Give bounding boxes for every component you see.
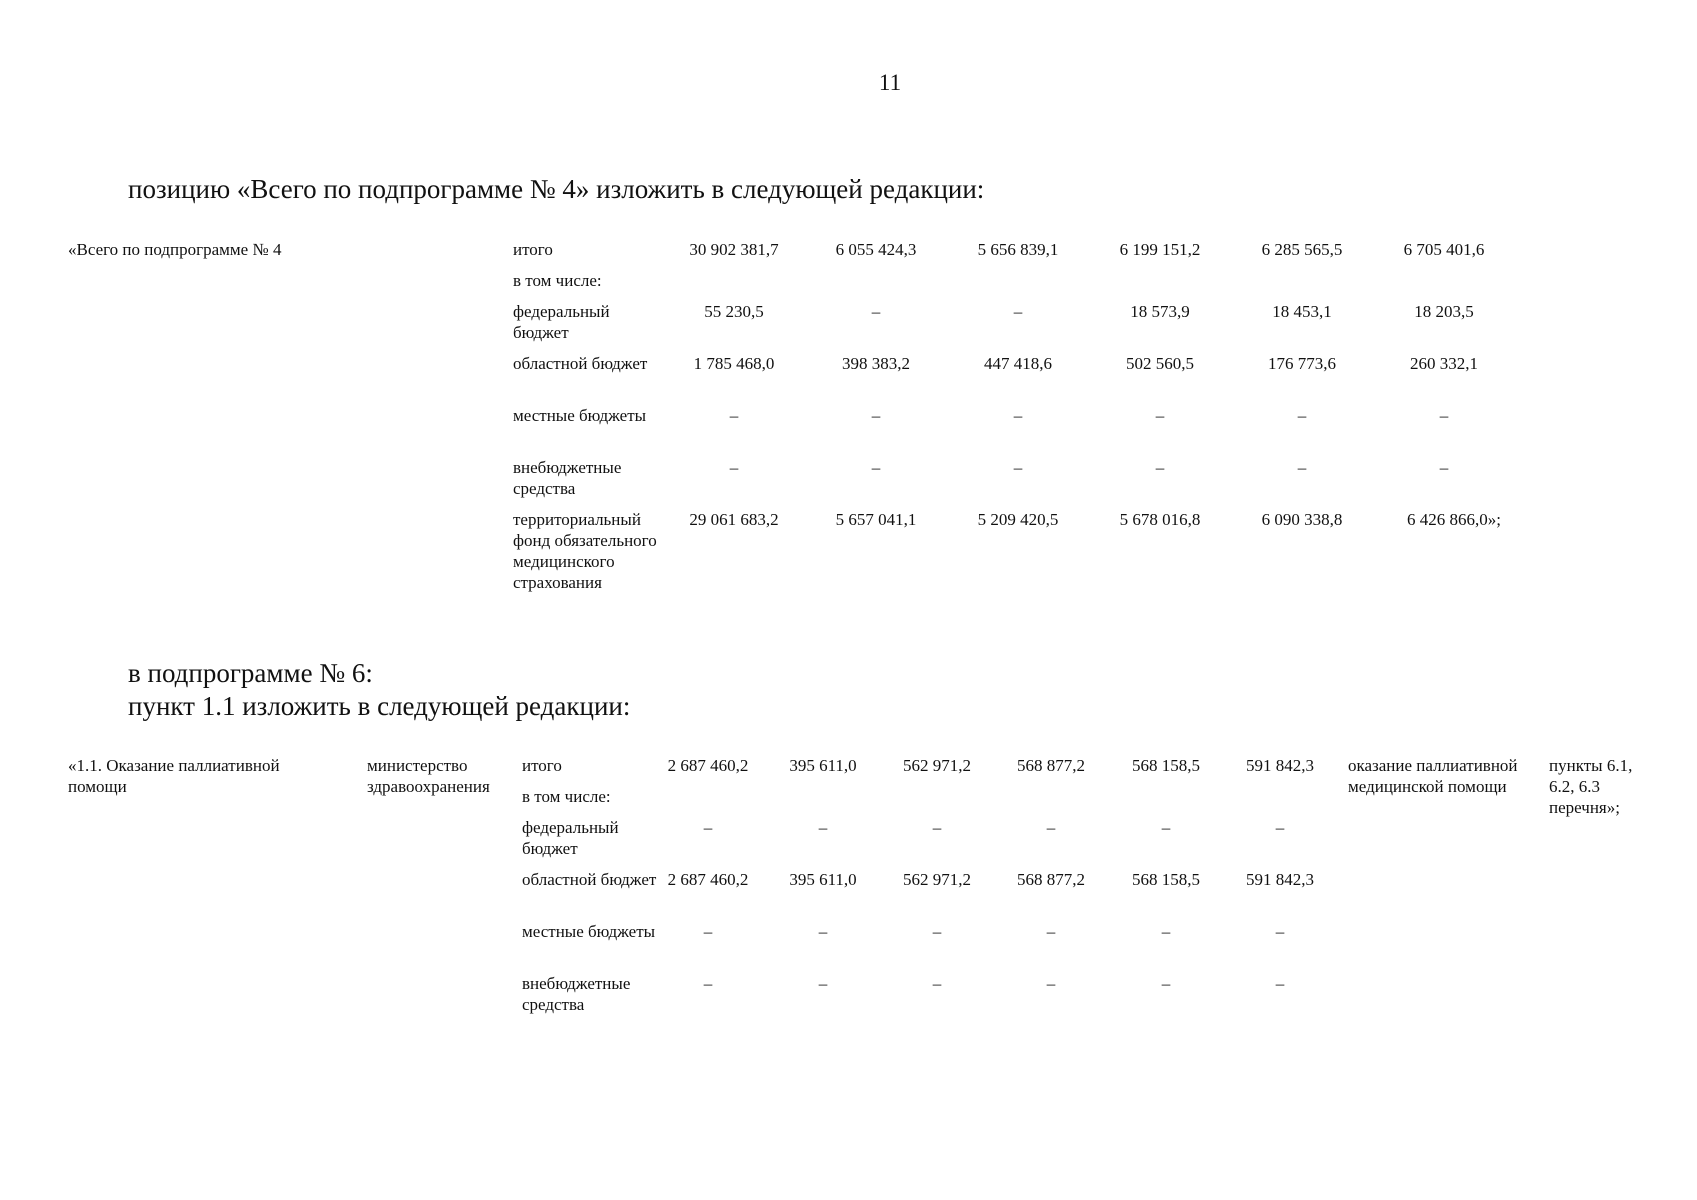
value-cell: 1 785 468,0 xyxy=(693,354,775,373)
value-cell: – xyxy=(818,974,828,993)
value-cell: 562 971,2 xyxy=(903,756,971,775)
value-cell: – xyxy=(703,974,713,993)
value-cell: – xyxy=(1046,818,1056,837)
row-label: областной бюджет xyxy=(513,354,648,373)
value-cell: 5 656 839,1 xyxy=(977,240,1059,259)
value-cell: – xyxy=(1439,458,1449,477)
value-cell: 591 842,3 xyxy=(1246,756,1314,775)
row-label: в том числе: xyxy=(522,787,611,806)
value-cell: 5 657 041,1 xyxy=(835,510,917,529)
value-cell: 502 560,5 xyxy=(1126,354,1194,373)
value-cell: – xyxy=(729,458,739,477)
value-cell: – xyxy=(1013,302,1023,321)
section1-heading: позицию «Всего по подпрограмме № 4» изложить в следующей редакции: xyxy=(128,174,985,204)
value-cell: – xyxy=(1439,406,1449,425)
row-label: внебюджетные средства xyxy=(513,458,622,498)
value-cell: – xyxy=(1297,406,1307,425)
value-cell: 568 158,5 xyxy=(1132,756,1200,775)
value-cell: 260 332,1 xyxy=(1410,354,1478,373)
section2-item-title: «1.1. Оказание паллиативной помощи xyxy=(68,756,280,796)
value-cell: – xyxy=(1013,458,1023,477)
value-cell: – xyxy=(703,818,713,837)
value-cell: 395 611,0 xyxy=(789,756,857,775)
row-label: федеральный бюджет xyxy=(522,818,619,858)
value-cell: 591 842,3 xyxy=(1246,870,1314,889)
value-cell: 2 687 460,2 xyxy=(667,870,749,889)
value-cell: 6 285 565,5 xyxy=(1261,240,1343,259)
row-label: местные бюджеты xyxy=(522,922,656,941)
value-cell: 568 877,2 xyxy=(1017,870,1085,889)
value-cell: – xyxy=(818,922,828,941)
row-label: итого xyxy=(513,240,553,259)
value-cell: – xyxy=(729,406,739,425)
value-cell: 18 573,9 xyxy=(1130,302,1190,321)
value-cell: 395 611,0 xyxy=(789,870,857,889)
value-cell: – xyxy=(1013,406,1023,425)
value-cell: – xyxy=(1161,818,1171,837)
value-cell: 6 090 338,8 xyxy=(1261,510,1343,529)
value-cell: – xyxy=(871,406,881,425)
value-cell: 55 230,5 xyxy=(704,302,764,321)
value-cell: – xyxy=(871,458,881,477)
value-cell: – xyxy=(932,818,942,837)
row-label: территориальный фонд обязательного медицинского страхования xyxy=(513,510,657,592)
value-cell: – xyxy=(932,974,942,993)
value-cell: 5 678 016,8 xyxy=(1119,510,1201,529)
value-cell: – xyxy=(1046,922,1056,941)
value-cell: – xyxy=(1275,818,1285,837)
value-cell: 176 773,6 xyxy=(1268,354,1336,373)
value-cell: 6 705 401,6 xyxy=(1403,240,1485,259)
value-cell: 18 453,1 xyxy=(1272,302,1332,321)
row-label: местные бюджеты xyxy=(513,406,647,425)
value-cell: 2 687 460,2 xyxy=(667,756,749,775)
row-label: федеральный бюджет xyxy=(513,302,610,342)
value-cell: – xyxy=(1275,974,1285,993)
row-label: в том числе: xyxy=(513,271,602,290)
value-cell: – xyxy=(1297,458,1307,477)
value-cell: 29 061 683,2 xyxy=(689,510,779,529)
value-cell: – xyxy=(1275,922,1285,941)
section2-reference: пункты 6.1, 6.2, 6.3 перечня»; xyxy=(1549,756,1633,817)
value-cell: 6 055 424,3 xyxy=(835,240,917,259)
value-cell: – xyxy=(932,922,942,941)
page-number: 11 xyxy=(878,70,902,95)
value-cell: 18 203,5 xyxy=(1414,302,1474,321)
row-label: итого xyxy=(522,756,562,775)
value-cell: – xyxy=(1046,974,1056,993)
section2-heading-line1: в подпрограмме № 6: xyxy=(128,658,373,688)
value-cell: 447 418,6 xyxy=(984,354,1052,373)
row-label: областной бюджет xyxy=(522,870,657,889)
section2-executor: министерство здравоохранения xyxy=(367,756,490,796)
value-cell: 398 383,2 xyxy=(842,354,910,373)
value-cell: – xyxy=(703,922,713,941)
section2-result: оказание паллиативной медицинской помощи xyxy=(1348,756,1518,796)
value-cell: 568 158,5 xyxy=(1132,870,1200,889)
value-cell: 6 199 151,2 xyxy=(1119,240,1201,259)
value-cell: 30 902 381,7 xyxy=(689,240,779,259)
value-cell: 562 971,2 xyxy=(903,870,971,889)
value-cell: – xyxy=(818,818,828,837)
value-cell: 6 426 866,0»; xyxy=(1407,510,1501,529)
row-label: внебюджетные средства xyxy=(522,974,631,1014)
value-cell: – xyxy=(1155,406,1165,425)
section2-heading-line2: пункт 1.1 изложить в следующей редакции: xyxy=(128,691,631,721)
value-cell: 5 209 420,5 xyxy=(977,510,1059,529)
section1-row-title: «Всего по подпрограмме № 4 xyxy=(68,240,282,259)
value-cell: – xyxy=(871,302,881,321)
value-cell: – xyxy=(1161,922,1171,941)
value-cell: – xyxy=(1161,974,1171,993)
value-cell: 568 877,2 xyxy=(1017,756,1085,775)
value-cell: – xyxy=(1155,458,1165,477)
